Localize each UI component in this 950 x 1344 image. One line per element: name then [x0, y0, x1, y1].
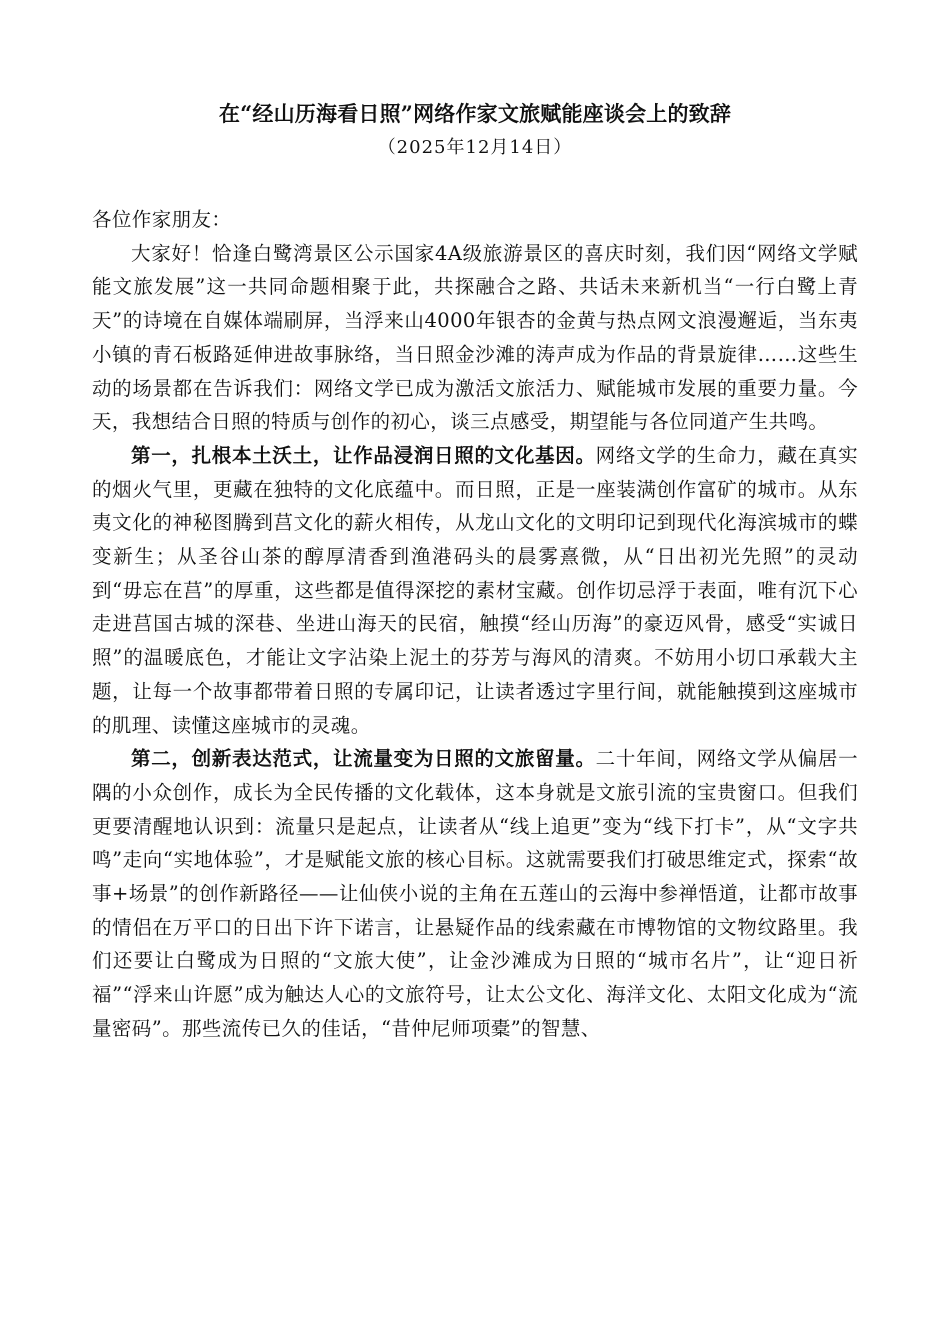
paragraph-text: 二十年间，网络文学从偏居一隅的小众创作，成长为全民传播的文化载体，这本身就是文旅引流的宝贵窗口。但我们更要清醒地认识到：流量只是起点，让读者从“线上追更”变为“线下打卡”，从“文字共鸣”走向“实地体验”，才是赋能文旅的核心目标。这就需要我们打破思维定式，探索“故事+场景”的创作新路径——让仙侠小说的主角在五莲山的云海中参禅悟道，让都市故事的情侣在万平口的日出下许下诺言，让悬疑作品的线索藏在市博物馆的文物纹路里。我们还要让白鹭成为日照的“文旅大使”，让金沙滩成为日照的“城市名片”，让“迎日祈福”“浮来山许愿”成为触达人心的文旅符号，让太公文化、海洋文化、太阳文化成为“流量密码”。那些流传已久的佳话，“昔仲尼师项橐”的智慧、: [92, 747, 859, 1040]
paragraph-lead: 第一，扎根本土沃土，让作品浸润日照的文化基因。: [131, 443, 596, 467]
paragraph-point-two: [92, 742, 858, 1045]
paragraph-text: 大家好！恰逢白鹭湾景区公示国家4A级旅游景区的喜庆时刻，我们因“网络文学赋能文旅发展”这一共同命题相聚于此，共探融合之路、共话未来新机当“一行白鹭上青天”的诗境在自媒体端刷屏，当浮来山4000年银杏的金黄与热点网文浪漫邂逅，当东夷小镇的青石板路延伸进故事脉络，当日照金沙滩的涛声成为作品的背景旋律……这些生动的场景都在告诉我们：网络文学已成为激活文旅活力、赋能城市发展的重要力量。今天，我想结合日照的特质与创作的初心，谈三点感受，期望能与各位同道产生共鸣。: [92, 241, 858, 434]
document-body: [92, 203, 858, 1046]
paragraph-lead: 第二，创新表达范式，让流量变为日照的文旅留量。: [131, 747, 596, 771]
salutation: 各位作家朋友：: [92, 208, 232, 231]
paragraph-point-one: [92, 439, 858, 742]
document-date: （2025年12月14日）: [377, 137, 573, 158]
paragraph-text: 网络文学的生命力，藏在真实的烟火气里，更藏在独特的文化底蕴中。而日照，正是一座装满创作富矿的城市。从东夷文化的神秘图腾到莒文化的薪火相传，从龙山文化的文明印记到现代化海滨城市的蝶变新生；从圣谷山茶的醇厚清香到渔港码头的晨雾熹微，从“日出初光先照”的灵动到“毋忘在莒”的厚重，这些都是值得深挖的素材宝藏。创作切忌浮于表面，唯有沉下心走进莒国古城的深巷、坐进山海天的民宿，触摸“经山历海”的豪迈风骨，感受“实诚日照”的温暖底色，才能让文字沾染上泥土的芬芳与海风的清爽。不妨用小切口承载大主题，让每一个故事都带着日照的专属印记，让读者透过字里行间，就能触摸到这座城市的肌理、读懂这座城市的灵魂。: [92, 443, 859, 737]
paragraph-opening: [92, 237, 858, 439]
document-title: 在“经山历海看日照”网络作家文旅赋能座谈会上的致辞: [218, 101, 732, 126]
